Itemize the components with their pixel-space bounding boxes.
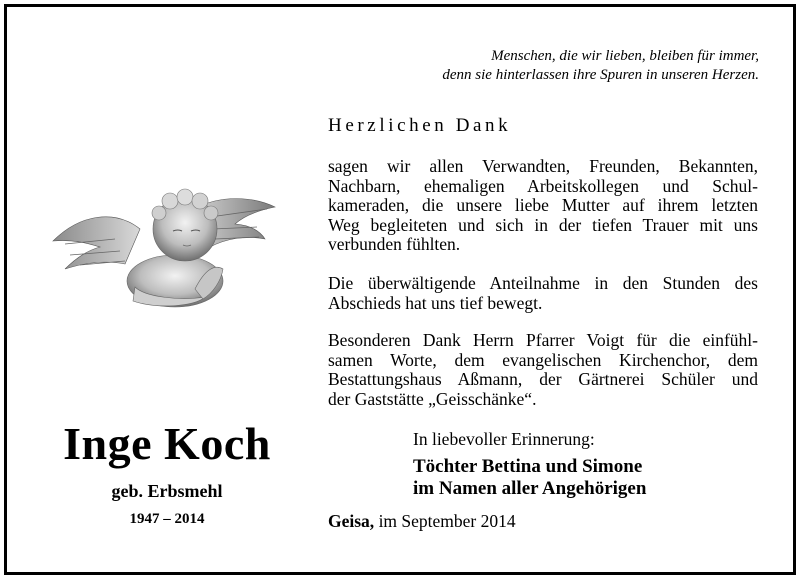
- thanks-paragraph-2: [328, 274, 758, 313]
- text-line: Besonderen Dank Herrn Pfarrer Voigt für die einfühl-: [328, 330, 758, 350]
- text-line: sagen wir allen Verwandten, Freunden, Bekannten,: [328, 156, 758, 176]
- text-line: Nachbarn, ehemaligen Arbeitskollegen und Schul-: [328, 175, 758, 196]
- deceased-name: Inge Koch: [63, 418, 271, 469]
- thanks-heading: Herzlichen Dank: [328, 115, 512, 136]
- text-line: der Gaststätte „Geisschänke“.: [328, 388, 537, 409]
- life-dates: 1947 – 2014: [129, 511, 205, 527]
- maiden-name: geb. Erbsmehl: [111, 481, 223, 501]
- place-town: Geisa,: [328, 511, 375, 531]
- signers: [413, 456, 646, 500]
- text-line: verbunden fühlten.: [328, 234, 461, 255]
- motto-line-1: Menschen, die wir lieben, bleiben für immer,: [491, 48, 759, 64]
- signers-line-1: Töchter Bettina und Simone: [413, 456, 643, 477]
- cherub-angel-icon: [45, 169, 280, 319]
- signers-line-2: im Namen aller Angehörigen: [413, 478, 647, 499]
- text-line: samen Worte, dem evangelischen Kirchenchor, dem: [328, 349, 758, 370]
- text-line: Bestattungshaus Aßmann, der Gärtnerei Schüler und: [328, 369, 758, 390]
- motto-line-2: denn sie hinterlassen ihre Spuren in unseren Herzen.: [442, 67, 759, 83]
- motto-quote: [442, 47, 759, 85]
- memory-label: In liebevoller Erinnerung:: [413, 429, 595, 449]
- text-line: Abschieds hat uns tief bewegt.: [328, 292, 543, 313]
- text-line: kameraden, die unsere liebe Mutter auf ihrem letzten: [328, 195, 758, 216]
- text-line: Die überwältigende Anteilnahme in den Stunden des: [328, 273, 758, 293]
- place-date: [328, 511, 516, 532]
- place-date-text: im September 2014: [378, 511, 516, 531]
- text-line: Weg begleiteten und sich in der tiefen Trauer mit uns: [328, 214, 758, 235]
- thanks-paragraph-1: [328, 157, 758, 255]
- thanks-paragraph-3: [328, 331, 758, 409]
- obituary-card: [4, 4, 796, 575]
